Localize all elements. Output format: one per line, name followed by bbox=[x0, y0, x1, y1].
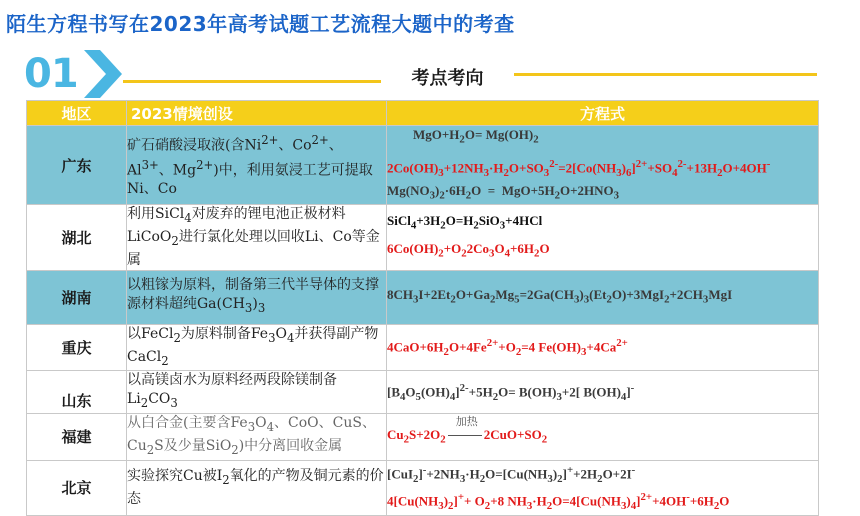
table-row bbox=[27, 414, 819, 461]
context-cell: 从白合金(主要含$Fe_3O_4$、CoO、CuS、$Cu_2S$及少量SiO$_2$)中分离回收金属 bbox=[127, 414, 387, 461]
equation-cell bbox=[387, 126, 819, 205]
context-cell: 以高镁卤水为原料经两段除镁制备$Li_2CO_3$ bbox=[127, 371, 387, 414]
chevron-right-icon bbox=[84, 50, 124, 98]
context-cell: 利用SiCl$_4$对废弃的锂电池正极材料LiCoO$_2$进行氯化处理以回收Li、Co等金属 bbox=[127, 205, 387, 271]
equation-line: $2Co(OH)_3+12NH_3\cdot H_2O+SO_3^{2-}=2[Co(NH_3)_6]^{2+}+SO_4^{2-}+13H_2O+4OH^-$ bbox=[387, 157, 771, 179]
section-heading: 考点考向 bbox=[411, 68, 484, 89]
table-row bbox=[27, 371, 819, 414]
section-number: 01 bbox=[24, 51, 78, 97]
equation-cell bbox=[387, 371, 819, 414]
table-row bbox=[27, 324, 819, 371]
equation-line: $4CaO+6H_2O+4Fe^{2+}+O_2=4$ $Fe(OH)_3+4Ca^{2+}$ bbox=[387, 337, 628, 358]
equation-line: $[CuI_2]^-+2NH_3\cdot H_2O=[Cu(NH_3)_2]^++2H_2O+2I^-$ bbox=[387, 463, 636, 485]
table-row bbox=[27, 460, 819, 515]
region-cell: 湖北 bbox=[27, 205, 127, 271]
header-equation: 方程式 bbox=[387, 101, 819, 126]
equation-line: $Mg(NO_3)_2\cdot 6H_2O = MgO+5H_2O+2HNO_3$ bbox=[387, 182, 620, 202]
divider-right bbox=[514, 73, 817, 76]
context-cell: 矿石硝酸浸取液(含$Ni^{2+}$、$Co^{2+}$、$Al^{3+}$、$Mg^{2+}$)中，利用氨浸工艺可提取Ni、Co bbox=[127, 126, 387, 205]
region-cell: 广东 bbox=[27, 126, 127, 205]
context-cell: 以FeCl$_2$为原料制备$Fe_3O_4$并获得副产物CaCl$_2$ bbox=[127, 324, 387, 371]
region-cell: 福建 bbox=[27, 414, 127, 461]
table-row bbox=[27, 126, 819, 205]
equation-line: $8CH_3I+2Et_2O+Ga_2Mg_5=2Ga(CH_3)_3(Et_2O)+3MgI_2+2CH_3MgI$ bbox=[387, 286, 733, 306]
region-cell: 湖南 bbox=[27, 270, 127, 324]
region-cell: 重庆 bbox=[27, 324, 127, 371]
equation-cell bbox=[387, 270, 819, 324]
header-region: 地区 bbox=[27, 101, 127, 126]
header-context: 2023情境创设 bbox=[127, 101, 387, 126]
equation-line: $4[Cu(NH_3)_2]^++ O_2+8$ $NH_3\cdot H_2O=4[Cu(NH_3)_4]^{2+}+4OH^-+6H_2O$ bbox=[387, 490, 730, 512]
equation-table bbox=[26, 100, 819, 516]
equation-cell bbox=[387, 414, 819, 461]
equation-line: $Cu_2S+2O_2$ 加热 $2CuO+SO_2$ bbox=[387, 414, 548, 446]
equation-cell bbox=[387, 205, 819, 271]
equation-line: $SiCl_4+3H_2O=H_2SiO_3+4HCl$ bbox=[387, 212, 543, 232]
equation-line: $[B_4O_5(OH)_4]^{2-}+5H_2O= B(OH)_3+2$[ $B(OH)_4]^-$ bbox=[387, 381, 635, 403]
context-cell: 以粗镓为原料，制备第三代半导体的支撑源材料超纯$Ga(CH_3)_3$ bbox=[127, 270, 387, 324]
table-row bbox=[27, 270, 819, 324]
page-title: 陌生方程书写在2023年高考试题工艺流程大题中的考查 bbox=[6, 12, 515, 36]
context-cell: 实验探究Cu被$I_2$氧化的产物及铜元素的价态 bbox=[127, 460, 387, 515]
region-cell: 山东 bbox=[27, 371, 127, 414]
equation-line: $6Co(OH)_2+O_22Co_3O_4+6H_2O$ bbox=[387, 241, 550, 260]
equation-cell bbox=[387, 460, 819, 515]
section-badge bbox=[24, 48, 114, 100]
region-cell: 北京 bbox=[27, 460, 127, 515]
equation-cell bbox=[387, 324, 819, 371]
divider-left bbox=[123, 80, 381, 83]
table-row bbox=[27, 205, 819, 271]
table-header-row bbox=[27, 101, 819, 126]
equation-line: $MgO+H_2O= Mg(OH)_2$ bbox=[387, 127, 539, 146]
